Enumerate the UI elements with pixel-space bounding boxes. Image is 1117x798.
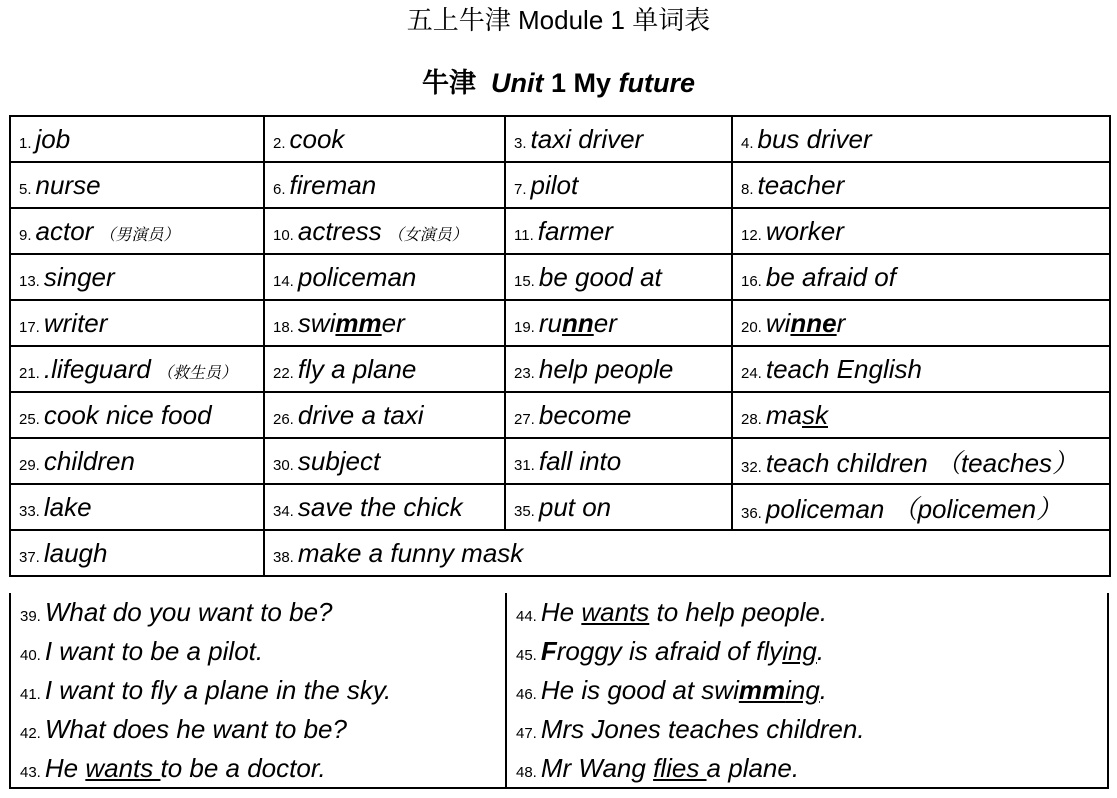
item-number: 34. [273, 502, 294, 520]
item-number: 46. [516, 686, 537, 703]
item-text: What do you want to be? [44, 597, 333, 627]
sentence-line [507, 671, 1109, 710]
table-row [10, 208, 1110, 254]
unit-title: 牛津 Unit 1 My future [421, 68, 696, 98]
item-text: What does he want to be? [44, 714, 347, 744]
table-row [10, 438, 1110, 484]
item-number: 41. [20, 686, 41, 703]
item-number: 36. [741, 504, 762, 522]
item-text: taxi driver [530, 123, 644, 154]
sentence-line [11, 749, 505, 788]
item-text: save the chick [297, 491, 463, 522]
chinese-note: （女演员） [387, 226, 468, 244]
word-cell [732, 300, 1110, 346]
item-text: fall into [538, 445, 622, 476]
item-number: 13. [19, 272, 40, 290]
underline-fragment: wants [581, 597, 650, 627]
word-cell [264, 300, 505, 346]
word-cell [505, 346, 732, 392]
underline-fragment: sk [801, 399, 828, 430]
word-cell [505, 116, 732, 162]
underline-fragment: ing [785, 675, 820, 705]
item-text: pilot [530, 169, 579, 200]
item-number: 35. [514, 502, 535, 520]
item-text: cook nice food [43, 399, 212, 430]
item-number: 40. [20, 647, 41, 664]
item-number: 47. [516, 725, 537, 742]
item-number: 19. [514, 318, 535, 336]
word-cell [264, 438, 505, 484]
word-cell [264, 254, 505, 300]
word-cell [10, 162, 264, 208]
item-text: be good at [538, 261, 662, 292]
item-text: lake [43, 491, 92, 522]
word-cell [505, 392, 732, 438]
item-number: 27. [514, 410, 535, 428]
item-text: .lifeguard [43, 353, 151, 384]
item-text: put on [538, 491, 612, 522]
item-number: 31. [514, 456, 535, 474]
item-number: 42. [20, 725, 41, 742]
item-text: actress [297, 215, 382, 246]
word-cell [10, 484, 264, 530]
item-number: 43. [20, 764, 41, 781]
word-cell [10, 530, 264, 576]
item-number: 17. [19, 318, 40, 336]
table-row [10, 116, 1110, 162]
chinese-note: （男演员） [99, 226, 180, 244]
sentence-line [507, 593, 1109, 632]
item-text: teach children （teaches） [765, 447, 1079, 478]
table-row [10, 484, 1110, 530]
item-text: to be a doctor. [160, 753, 326, 783]
item-text: er [381, 307, 405, 338]
word-cell [505, 208, 732, 254]
item-number: 30. [273, 456, 294, 474]
sentence-line [11, 710, 505, 749]
word-cell [264, 208, 505, 254]
item-number: 9. [19, 226, 32, 244]
item-number: 48. [516, 764, 537, 781]
item-text: ma [765, 399, 802, 430]
word-cell [10, 254, 264, 300]
item-text: a plane. [706, 753, 800, 783]
word-cell [732, 438, 1110, 484]
word-cell [264, 392, 505, 438]
item-number: 10. [273, 226, 294, 244]
item-number: 21. [19, 364, 40, 382]
item-text: I want to fly a plane in the sky. [44, 675, 392, 705]
bold-underline-fragment: nn [561, 307, 594, 338]
item-number: 1. [19, 134, 32, 152]
item-text: worker [765, 215, 844, 246]
item-number: 45. [516, 647, 537, 664]
item-number: 25. [19, 410, 40, 428]
item-text: cook [289, 123, 345, 154]
item-text: Mrs Jones teaches children. [540, 714, 865, 744]
sentence-table [9, 593, 1109, 789]
word-cell [10, 392, 264, 438]
item-text: He [540, 597, 582, 627]
item-text: Mr Wang [540, 753, 654, 783]
item-number: 15. [514, 272, 535, 290]
word-table [9, 115, 1111, 577]
table-row [10, 162, 1110, 208]
item-number: 16. [741, 272, 762, 290]
bold-underline-fragment: nne [790, 307, 837, 338]
item-number: 33. [19, 502, 40, 520]
word-cell [264, 484, 505, 530]
table-row [10, 300, 1110, 346]
item-number: 5. [19, 180, 32, 198]
item-number: 14. [273, 272, 294, 290]
word-cell [505, 300, 732, 346]
word-cell [732, 254, 1110, 300]
word-cell [10, 208, 264, 254]
item-text: wi [765, 307, 791, 338]
word-cell [10, 438, 264, 484]
item-text: He is good at swi [540, 675, 739, 705]
item-number: 38. [273, 548, 294, 566]
item-text: . [819, 675, 828, 705]
word-cell [732, 346, 1110, 392]
item-text: drive a taxi [297, 399, 424, 430]
word-cell [505, 254, 732, 300]
item-text: ru [538, 307, 562, 338]
item-text: . [816, 636, 825, 666]
item-text: He [44, 753, 86, 783]
sentence-line [11, 593, 505, 632]
bold-fragment: F [540, 636, 557, 666]
sentence-line [507, 749, 1109, 788]
item-number: 22. [273, 364, 294, 382]
item-text: policeman [297, 261, 417, 292]
item-text: I want to be a pilot. [44, 636, 264, 666]
table-row [10, 254, 1110, 300]
item-number: 39. [20, 608, 41, 625]
item-text: be afraid of [765, 261, 896, 292]
word-cell [264, 346, 505, 392]
underline-fragment: wants [85, 753, 161, 783]
item-text: actor [35, 215, 94, 246]
item-number: 18. [273, 318, 294, 336]
word-cell [732, 208, 1110, 254]
sentence-column-left [11, 593, 507, 787]
underline-fragment: ing [782, 636, 817, 666]
table-row [10, 346, 1110, 392]
item-number: 24. [741, 364, 762, 382]
item-number: 29. [19, 456, 40, 474]
item-text: policeman （policemen） [765, 493, 1063, 524]
item-text: r [836, 307, 846, 338]
bold-underline-fragment: mm [738, 675, 786, 705]
table-row [10, 530, 1110, 576]
word-cell [264, 116, 505, 162]
item-number: 32. [741, 458, 762, 476]
word-cell [264, 530, 1110, 576]
item-text: swi [297, 307, 336, 338]
item-number: 7. [514, 180, 527, 198]
item-number: 20. [741, 318, 762, 336]
word-cell [505, 438, 732, 484]
item-text: roggy is afraid of fly [556, 636, 783, 666]
item-text: fireman [289, 169, 377, 200]
item-text: nurse [35, 169, 101, 200]
word-cell [505, 162, 732, 208]
word-cell [10, 346, 264, 392]
item-number: 37. [19, 548, 40, 566]
sentence-line [11, 671, 505, 710]
item-text: make a funny mask [297, 537, 524, 568]
item-text: become [538, 399, 632, 430]
item-text: er [593, 307, 617, 338]
item-number: 4. [741, 134, 754, 152]
item-number: 26. [273, 410, 294, 428]
item-text: job [35, 123, 71, 154]
word-cell [732, 162, 1110, 208]
item-text: fly a plane [297, 353, 417, 384]
item-number: 2. [273, 134, 286, 152]
item-number: 8. [741, 180, 754, 198]
word-cell [732, 116, 1110, 162]
item-number: 23. [514, 364, 535, 382]
item-text: laugh [43, 537, 108, 568]
item-number: 28. [741, 410, 762, 428]
item-number: 6. [273, 180, 286, 198]
sentence-column-right [507, 593, 1109, 787]
item-text: writer [43, 307, 108, 338]
sentence-line [507, 710, 1109, 749]
item-text: subject [297, 445, 381, 476]
underline-fragment: flies [653, 753, 707, 783]
item-text: to help people. [649, 597, 828, 627]
word-cell [10, 300, 264, 346]
sentence-line [507, 632, 1109, 671]
item-number: 44. [516, 608, 537, 625]
item-number: 11. [514, 226, 534, 244]
word-cell [732, 392, 1110, 438]
word-cell [505, 484, 732, 530]
word-cell [10, 116, 264, 162]
item-text: help people [538, 353, 674, 384]
item-text: farmer [537, 215, 613, 246]
item-text: teach English [765, 353, 922, 384]
word-cell [732, 484, 1110, 530]
table-row [10, 392, 1110, 438]
item-number: 3. [514, 134, 527, 152]
chinese-note: （救生员） [156, 364, 237, 382]
page-title: 五上牛津 Module 1 单词表 [406, 5, 711, 35]
word-cell [264, 162, 505, 208]
item-text: singer [43, 261, 115, 292]
item-number: 12. [741, 226, 762, 244]
bold-underline-fragment: mm [335, 307, 382, 338]
item-text: children [43, 445, 135, 476]
item-text: teacher [757, 169, 845, 200]
item-text: bus driver [757, 123, 872, 154]
sentence-line [11, 632, 505, 671]
